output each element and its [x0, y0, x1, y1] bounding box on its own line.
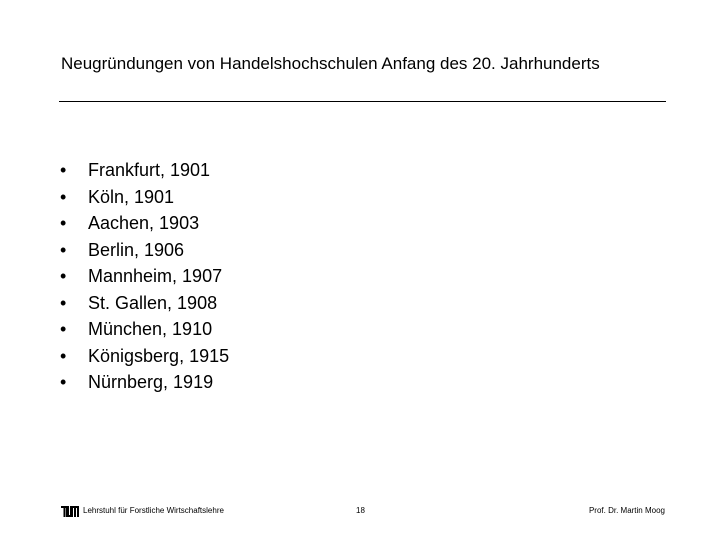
- list-item-text: Königsberg, 1915: [88, 345, 230, 366]
- bullet-icon: •: [60, 372, 67, 392]
- list-item: [60, 210, 229, 237]
- bullet-icon: •: [60, 186, 67, 207]
- footer-chair: [61, 504, 224, 518]
- founding-list: [60, 157, 229, 396]
- list-item: [60, 237, 229, 264]
- chair-name: Lehrstuhl für Forstliche Wirtschaftslehre: [83, 506, 224, 515]
- list-item: [60, 369, 229, 396]
- list-item-text: Nürnberg, 1919: [88, 372, 214, 392]
- list-item: [60, 290, 229, 317]
- bullet-icon: •: [60, 319, 67, 339]
- title-divider: [59, 101, 666, 102]
- list-item-text: Mannheim, 1907: [88, 266, 223, 286]
- bullet-icon: •: [60, 239, 67, 260]
- footer-author: Prof. Dr. Martin Moog: [588, 506, 665, 515]
- list-item-text: München, 1910: [88, 319, 213, 339]
- list-item-text: St. Gallen, 1908: [88, 292, 218, 313]
- bullet-icon: •: [60, 160, 67, 180]
- list-item: [60, 316, 229, 343]
- list-item: [60, 184, 229, 211]
- list-item-text: Berlin, 1906: [88, 239, 185, 260]
- page-number: 18: [356, 506, 365, 515]
- slide-title: Neugründungen von Handelshochschulen Anfang des 20. Jahrhunderts: [61, 54, 600, 73]
- bullet-icon: •: [60, 345, 67, 366]
- list-item-text: Köln, 1901: [88, 186, 175, 207]
- bullet-icon: •: [60, 292, 67, 313]
- list-item: [60, 343, 229, 370]
- list-item: [60, 263, 229, 290]
- bullet-icon: •: [60, 213, 67, 233]
- bullet-icon: •: [60, 266, 67, 286]
- list-item-text: Frankfurt, 1901: [88, 160, 211, 180]
- list-item: [60, 157, 229, 184]
- list-item-text: Aachen, 1903: [88, 213, 200, 233]
- tum-logo-icon: [61, 506, 79, 517]
